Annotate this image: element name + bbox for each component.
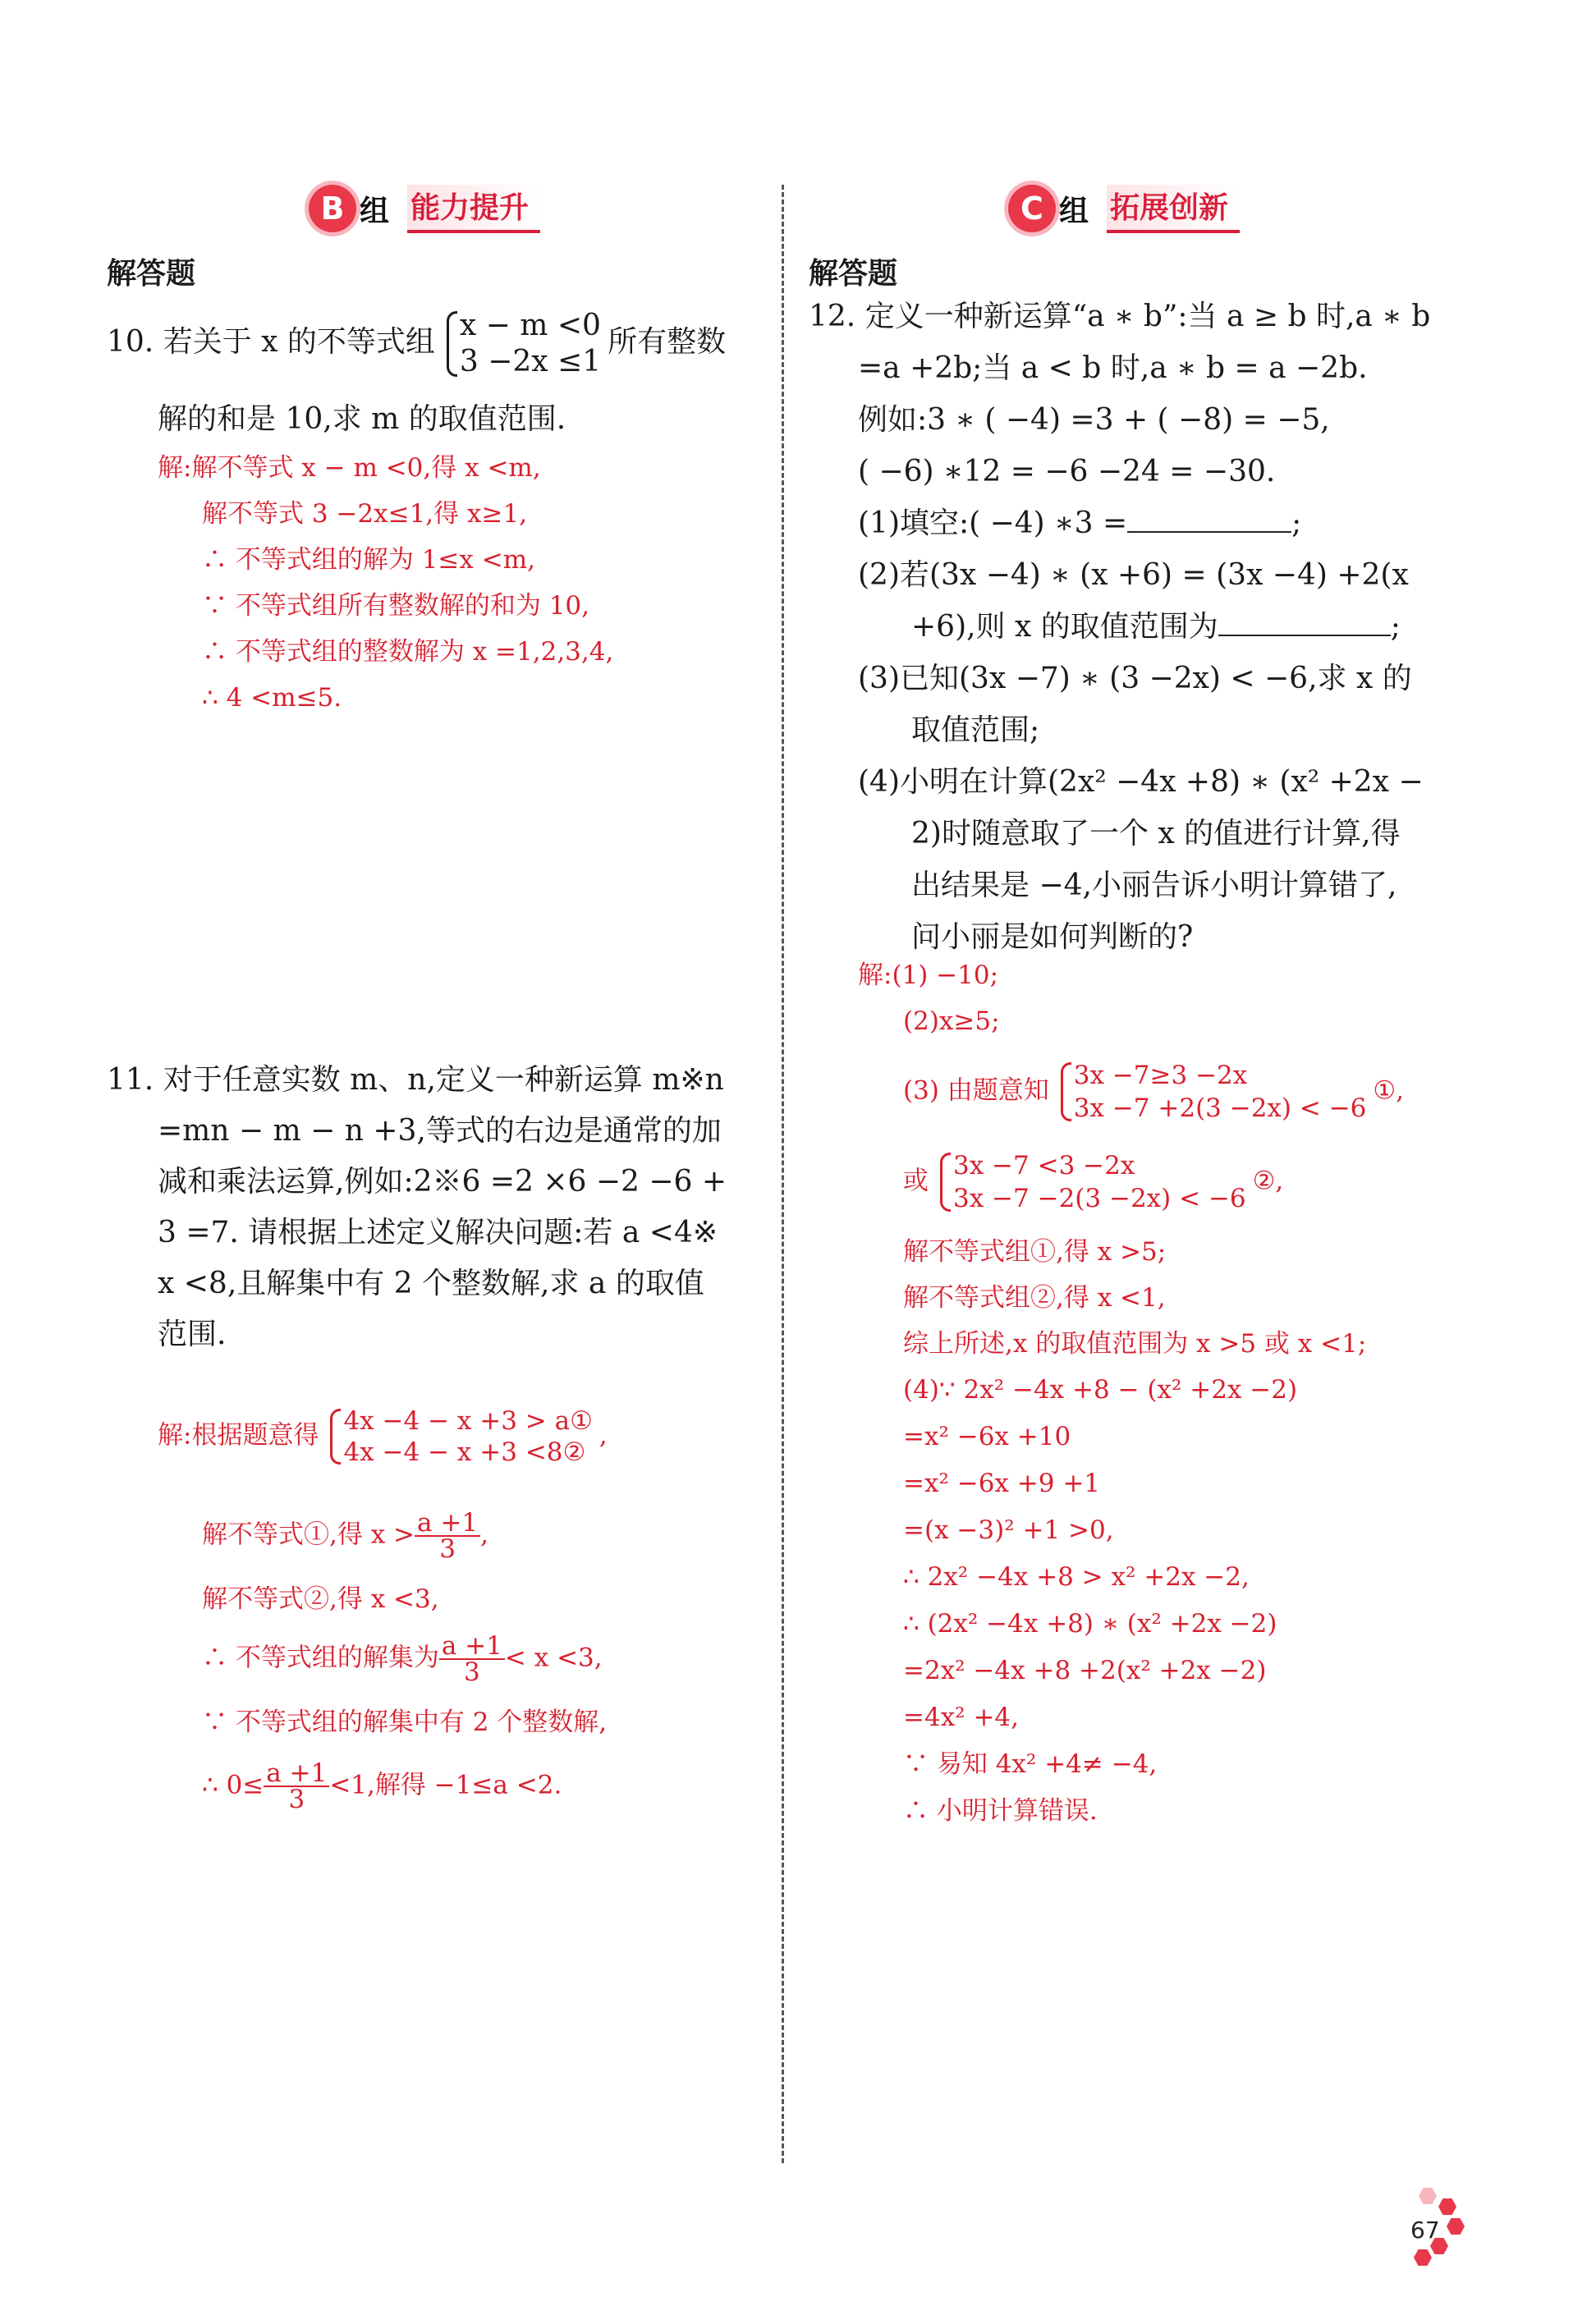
answer-12-system-2: 或 3x −7 <3 −2x 3x −7 −2(3 −2x) < −6 ②, bbox=[903, 1151, 1284, 1213]
section-b-title bbox=[309, 182, 540, 235]
question-11-line: 3 =7. 请根据上述定义解决问题:若 a <4※ bbox=[158, 1216, 718, 1249]
answer-12-line: =x² −6x +9 +1 bbox=[903, 1469, 1101, 1498]
question-12-line: 12. 定义一种新运算“a ∗ b”:当 a ≥ b 时,a ∗ b bbox=[809, 300, 1431, 333]
left-heading: 解答题 bbox=[107, 257, 196, 291]
question-12-part2: +6),则 x 的取值范围为 ; bbox=[911, 610, 1401, 644]
answer-12-line: =x² −6x +10 bbox=[903, 1422, 1071, 1451]
question-11-line: 减和乘法运算,例如:2※6 =2 ×6 −2 −6 + bbox=[158, 1165, 727, 1199]
answer-12-line: 解不等式组②,得 x <1, bbox=[903, 1283, 1166, 1313]
group-b-badge: B bbox=[309, 185, 356, 232]
answer-12-system-1: (3) 由题意知 3x −7≥3 −2x 3x −7 +2(3 −2x) < −6 ①, bbox=[903, 1061, 1405, 1123]
question-12-line: 取值范围; bbox=[911, 713, 1040, 747]
question-12-line: (4)小明在计算(2x² −4x +8) ∗ (x² +2x − bbox=[858, 765, 1424, 799]
right-heading: 解答题 bbox=[809, 257, 898, 291]
group-label: 组 bbox=[360, 194, 390, 228]
question-12-line: (2)若(3x −4) ∗ (x +6) = (3x −4) +2(x bbox=[858, 558, 1409, 592]
answer-10-line: ∴ 4 <m≤5. bbox=[202, 683, 342, 713]
answer-11-intro: 解:根据题意得 4x −4 − x +3 > a① 4x −4 − x +3 <8② , bbox=[158, 1406, 608, 1467]
question-10-pre: 10. 若关于 x 的不等式组 bbox=[107, 325, 435, 359]
decor-hex-icon bbox=[1419, 2188, 1437, 2204]
answer-10-line: 解:解不等式 x − m <0,得 x <m, bbox=[158, 453, 541, 483]
question-10 bbox=[107, 308, 726, 380]
answer-12-line: 解不等式组①,得 x >5; bbox=[903, 1237, 1167, 1267]
question-11-line: =mn − m − n +3,等式的右边是通常的加 bbox=[158, 1114, 722, 1148]
question-12-line: (3)已知(3x −7) ∗ (3 −2x) < −6,求 x 的 bbox=[858, 662, 1412, 695]
question-10-post: 所有整数 bbox=[608, 325, 727, 359]
answer-10-line: ∴ 不等式组的整数解为 x =1,2,3,4, bbox=[202, 637, 614, 667]
question-11-line: 范围. bbox=[158, 1318, 227, 1351]
answer-12-line: ∴ 小明计算错误. bbox=[903, 1796, 1098, 1826]
question-12-line: 2)时随意取了一个 x 的值进行计算,得 bbox=[911, 817, 1401, 850]
decor-hex-icon bbox=[1447, 2218, 1465, 2235]
answer-11-step3: ∴ 不等式组的解集为 $\frac{a +1}{3}$ < x <3, bbox=[202, 1631, 603, 1687]
answer-12-line: 解:(1) −10; bbox=[858, 960, 999, 990]
question-11-line: 11. 对于任意实数 m、n,定义一种新运算 m※n bbox=[107, 1063, 724, 1097]
section-c-title-text: 拓展创新 bbox=[1107, 185, 1240, 233]
decor-hex-icon bbox=[1414, 2249, 1432, 2266]
answer-11-step5: ∴ 0≤ $\frac{a +1}{3}$ <1,解得 −1≤a <2. bbox=[202, 1758, 562, 1814]
question-12-line: 出结果是 −4,小丽告诉小明计算错了, bbox=[911, 869, 1397, 902]
page-number: 67 bbox=[1410, 2217, 1440, 2244]
answer-10-line: ∵ 不等式组所有整数解的和为 10, bbox=[202, 591, 590, 621]
question-12-line: ( −6) ∗12 = −6 −24 = −30. bbox=[858, 455, 1276, 488]
question-10-system: x − m <0 3 −2x ≤1 bbox=[442, 308, 601, 380]
answer-12-line: (4)∵ 2x² −4x +8 − (x² +2x −2) bbox=[903, 1375, 1298, 1405]
answer-12-line: ∴ 2x² −4x +8 > x² +2x −2, bbox=[903, 1562, 1250, 1592]
question-11-line: x <8,且解集中有 2 个整数解,求 a 的取值 bbox=[158, 1267, 704, 1300]
section-c-title bbox=[1008, 182, 1240, 235]
answer-10-line: 解不等式 3 −2x≤1,得 x≥1, bbox=[202, 499, 528, 529]
answer-11-step4: ∵ 不等式组的解集中有 2 个整数解, bbox=[202, 1708, 608, 1737]
group-label: 组 bbox=[1059, 194, 1089, 228]
answer-11-step1: 解不等式①,得 x > $\frac{a +1}{3}$ , bbox=[202, 1508, 488, 1564]
group-c-badge: C bbox=[1008, 185, 1056, 232]
column-divider bbox=[782, 185, 784, 2163]
answer-12-line: ∴ (2x² −4x +8) ∗ (x² +2x −2) bbox=[903, 1609, 1277, 1639]
question-12-line: =a +2b;当 a < b 时,a ∗ b = a −2b. bbox=[858, 351, 1368, 385]
question-12-line: 例如:3 ∗ ( −4) =3 + ( −8) = −5, bbox=[858, 403, 1330, 437]
answer-11-step2: 解不等式②,得 x <3, bbox=[202, 1584, 439, 1614]
decor-hex-icon bbox=[1438, 2198, 1456, 2215]
question-10-line2: 解的和是 10,求 m 的取值范围. bbox=[158, 402, 566, 436]
answer-12-line: =2x² −4x +8 +2(x² +2x −2) bbox=[903, 1656, 1267, 1685]
answer-12-line: (2)x≥5; bbox=[903, 1006, 1000, 1036]
question-12-part1: (1)填空:( −4) ∗3 = ; bbox=[858, 507, 1302, 540]
section-b-title-text: 能力提升 bbox=[407, 185, 540, 233]
answer-12-line: =(x −3)² +1 >0, bbox=[903, 1515, 1114, 1545]
answer-10-line: ∴ 不等式组的解为 1≤x <m, bbox=[202, 545, 535, 575]
answer-12-line: =4x² +4, bbox=[903, 1703, 1020, 1732]
answer-12-line: ∵ 易知 4x² +4≠ −4, bbox=[903, 1749, 1158, 1779]
question-12-line: 问小丽是如何判断的? bbox=[911, 920, 1194, 954]
answer-12-line: 综上所述,x 的取值范围为 x >5 或 x <1; bbox=[903, 1329, 1367, 1359]
